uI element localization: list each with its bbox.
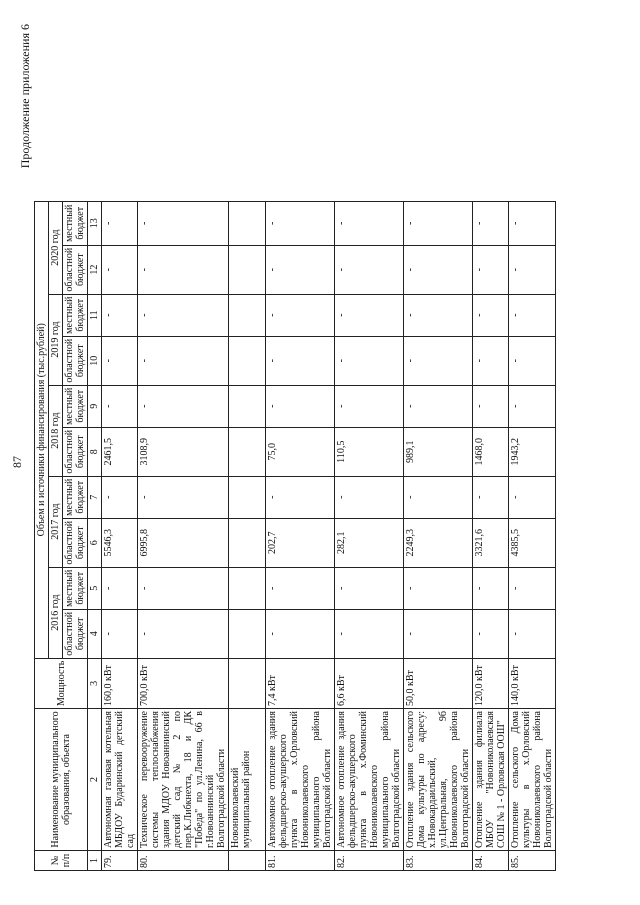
- value-cell: -: [473, 201, 509, 245]
- table-row: [335, 201, 404, 870]
- value-cell: -: [138, 336, 229, 385]
- row-number: 82.: [335, 851, 404, 871]
- value-cell: -: [102, 245, 138, 294]
- value-cell: 6995,8: [138, 518, 229, 567]
- value-cell: -: [335, 294, 404, 336]
- object-name: Отопление здания сельского Дома культуры по адресу: х.Новокардаильский, ул.Центральная, 9б Новониколаевского района Волгоградской области: [404, 709, 473, 851]
- value-cell: -: [404, 385, 473, 427]
- header-power: Мощность: [35, 658, 88, 708]
- value-cell: -: [266, 245, 335, 294]
- value-cell: -: [138, 385, 229, 427]
- value-cell: 282,1: [335, 518, 404, 567]
- header-volume: Объем и источники финансирования (тыс.рублей): [35, 201, 49, 658]
- header-year: 2017 год: [49, 476, 63, 567]
- value-cell: [229, 427, 266, 476]
- value-cell: [229, 336, 266, 385]
- value-cell: -: [335, 385, 404, 427]
- page-number: 87: [10, 456, 24, 468]
- column-index: 10: [88, 336, 102, 385]
- object-power: 7,4 кВт: [266, 658, 335, 708]
- object-power: 700,0 кВт: [138, 658, 229, 708]
- column-index: 12: [88, 245, 102, 294]
- value-cell: -: [509, 385, 556, 427]
- value-cell: [229, 294, 266, 336]
- value-cell: -: [102, 476, 138, 518]
- value-cell: -: [404, 201, 473, 245]
- value-cell: -: [138, 294, 229, 336]
- financing-table: [34, 201, 556, 871]
- value-cell: -: [335, 567, 404, 609]
- value-cell: -: [138, 609, 229, 658]
- header-regional: областной бюджет: [63, 518, 88, 567]
- value-cell: -: [266, 201, 335, 245]
- value-cell: 2249,3: [404, 518, 473, 567]
- header-local: местный бюджет: [63, 567, 88, 609]
- value-cell: -: [138, 567, 229, 609]
- value-cell: -: [509, 245, 556, 294]
- row-number: [229, 851, 266, 871]
- value-cell: -: [404, 336, 473, 385]
- object-power: 160,0 кВт: [102, 658, 138, 708]
- value-cell: -: [335, 336, 404, 385]
- value-cell: 5546,3: [102, 518, 138, 567]
- object-name: Техническое перевооружение системы теплоснабжения здания МДОУ Новоаннинский детский сад № 2 по пер.К.Либкнехта, 18 и ДК "Победа" по ул.Ленина, 66 в г.Новоаннинский Волгоградской области: [138, 709, 229, 851]
- value-cell: -: [509, 567, 556, 609]
- value-cell: -: [473, 476, 509, 518]
- value-cell: [229, 245, 266, 294]
- value-cell: 202,7: [266, 518, 335, 567]
- object-name: Отопление здания филиала МБОУ "Новониколаевская СОШ № 1 - Орловская ООШ": [473, 709, 509, 851]
- header-no: № п/п: [35, 851, 88, 871]
- column-index: 11: [88, 294, 102, 336]
- value-cell: -: [335, 201, 404, 245]
- row-number: 81.: [266, 851, 335, 871]
- column-index: 2: [88, 709, 102, 851]
- section-row: [229, 201, 266, 870]
- object-name: Автономное отопление здания фельдшерско-акушерского пункта в х.Фоминский Новониколаевского муниципального района Волгоградской области: [335, 709, 404, 851]
- table-row: [509, 201, 556, 870]
- header-local: местный бюджет: [63, 476, 88, 518]
- value-cell: -: [509, 476, 556, 518]
- value-cell: -: [404, 567, 473, 609]
- value-cell: [229, 476, 266, 518]
- value-cell: 2461,5: [102, 427, 138, 476]
- header-year: 2018 год: [49, 385, 63, 476]
- row-number: 85.: [509, 851, 556, 871]
- value-cell: -: [473, 567, 509, 609]
- header-regional: областной бюджет: [63, 336, 88, 385]
- value-cell: -: [266, 385, 335, 427]
- object-power: [229, 658, 266, 708]
- value-cell: 3321,6: [473, 518, 509, 567]
- section-title: Новониколаевский муниципальный район: [229, 709, 266, 851]
- column-index: 4: [88, 609, 102, 658]
- value-cell: [229, 201, 266, 245]
- header-local: местный бюджет: [63, 294, 88, 336]
- column-index: 1: [88, 851, 102, 871]
- object-name: Автономная газовая котельная МБДОУ Бударинский детский сад: [102, 709, 138, 851]
- column-index: 13: [88, 201, 102, 245]
- column-index: 7: [88, 476, 102, 518]
- object-power: 6,6 кВт: [335, 658, 404, 708]
- value-cell: 1943,2: [509, 427, 556, 476]
- value-cell: -: [266, 336, 335, 385]
- value-cell: [229, 567, 266, 609]
- object-power: 50,0 кВт: [404, 658, 473, 708]
- value-cell: 75,0: [266, 427, 335, 476]
- value-cell: -: [102, 609, 138, 658]
- column-index: 6: [88, 518, 102, 567]
- table-row: [138, 201, 229, 870]
- column-index: 8: [88, 427, 102, 476]
- value-cell: -: [102, 385, 138, 427]
- value-cell: -: [473, 336, 509, 385]
- value-cell: -: [404, 294, 473, 336]
- value-cell: -: [138, 201, 229, 245]
- value-cell: -: [266, 609, 335, 658]
- header-local: местный бюджет: [63, 201, 88, 245]
- value-cell: 1468,0: [473, 427, 509, 476]
- value-cell: 989,1: [404, 427, 473, 476]
- value-cell: -: [473, 385, 509, 427]
- value-cell: -: [102, 336, 138, 385]
- value-cell: [229, 518, 266, 567]
- value-cell: -: [102, 567, 138, 609]
- value-cell: -: [404, 476, 473, 518]
- column-index: 9: [88, 385, 102, 427]
- header-name: Наименование муниципального образования, объекта: [35, 709, 88, 851]
- table-row: [266, 201, 335, 870]
- row-number: 79.: [102, 851, 138, 871]
- value-cell: -: [404, 245, 473, 294]
- value-cell: -: [335, 609, 404, 658]
- table-row: [473, 201, 509, 870]
- value-cell: -: [509, 294, 556, 336]
- value-cell: 4385,5: [509, 518, 556, 567]
- header-year: 2020 год: [49, 201, 63, 294]
- header-local: местный бюджет: [63, 385, 88, 427]
- value-cell: 110,5: [335, 427, 404, 476]
- row-number: 83.: [404, 851, 473, 871]
- value-cell: [229, 385, 266, 427]
- row-number: 84.: [473, 851, 509, 871]
- row-number: 80.: [138, 851, 229, 871]
- value-cell: -: [266, 294, 335, 336]
- appendix-caption: Продолжение приложения 6: [18, 24, 32, 169]
- value-cell: -: [266, 476, 335, 518]
- value-cell: -: [404, 609, 473, 658]
- value-cell: -: [509, 201, 556, 245]
- object-name: Отопление сельского Дома культуры в х.Орловский Новониколаевского района Волгоградской области: [509, 709, 556, 851]
- table-row: [404, 201, 473, 870]
- value-cell: -: [335, 476, 404, 518]
- value-cell: -: [473, 294, 509, 336]
- value-cell: -: [509, 609, 556, 658]
- table-row: [102, 201, 138, 870]
- object-name: Автономное отопление здания фельдшерско-акушерского пункта в х.Орловский Новониколаевского муниципального района Волгоградской области: [266, 709, 335, 851]
- object-power: 140,0 кВт: [509, 658, 556, 708]
- value-cell: -: [266, 567, 335, 609]
- value-cell: -: [138, 245, 229, 294]
- header-regional: областной бюджет: [63, 427, 88, 476]
- value-cell: -: [102, 201, 138, 245]
- header-regional: областной бюджет: [63, 609, 88, 658]
- value-cell: -: [138, 476, 229, 518]
- header-regional: областной бюджет: [63, 245, 88, 294]
- value-cell: -: [509, 336, 556, 385]
- column-index: 3: [88, 658, 102, 708]
- value-cell: -: [102, 294, 138, 336]
- header-year: 2019 год: [49, 294, 63, 385]
- value-cell: -: [473, 245, 509, 294]
- header-year: 2016 год: [49, 567, 63, 658]
- object-power: 120,0 кВт: [473, 658, 509, 708]
- value-cell: -: [473, 609, 509, 658]
- value-cell: 3108,9: [138, 427, 229, 476]
- value-cell: -: [335, 245, 404, 294]
- column-index: 5: [88, 567, 102, 609]
- value-cell: [229, 609, 266, 658]
